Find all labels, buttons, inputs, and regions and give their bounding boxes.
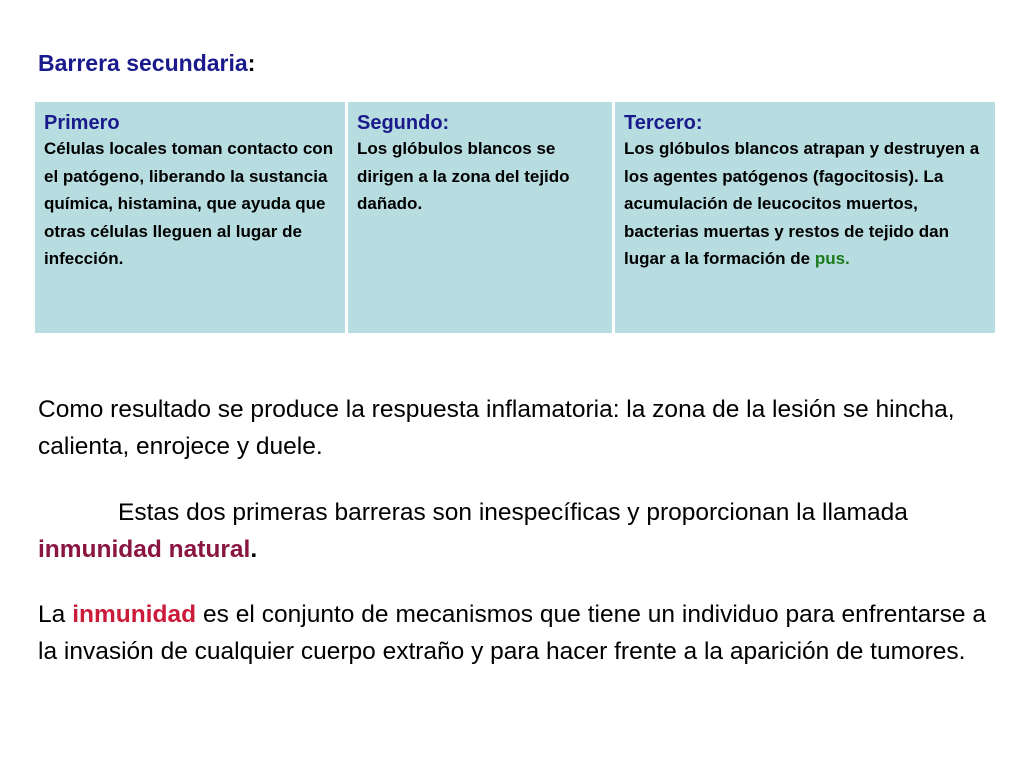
steps-table (32, 102, 998, 333)
step-cell-second (348, 102, 612, 333)
natural-immunity-text: Estas dos primeras barreras son inespecíficas y proporcionan la llamada (118, 499, 908, 526)
slide-title-colon: : (247, 50, 256, 76)
step-second-heading: Segundo: (357, 112, 450, 134)
slide-title-text: Barrera secundaria (38, 50, 248, 76)
step-first-heading: Primero (44, 112, 120, 134)
steps-row (35, 102, 995, 333)
inflammation-paragraph: Como resultado se produce la respuesta inflamatoria: la zona de la lesión se hincha, calienta, enrojece y duele. (38, 396, 955, 460)
immunity-definition-paragraph (38, 596, 986, 670)
slide-title (38, 50, 255, 77)
step-third-heading: Tercero: (624, 112, 703, 134)
natural-immunity-period: . (250, 536, 258, 563)
step-cell-first (35, 102, 345, 333)
natural-immunity-paragraph (38, 494, 986, 568)
step-third-body-text: Los glóbulos blancos atrapan y destruyen a los agentes patógenos (fagocitosis). La acumulación de leucocitos muertos, bacterias muertas y restos de tejido dan lugar a la formación de (624, 139, 980, 268)
pus-highlight: pus. (814, 249, 850, 268)
step-second-body: Los glóbulos blancos se dirigen a la zona del tejido dañado. (357, 139, 570, 213)
immunity-highlight: inmunidad (72, 601, 197, 628)
step-third-body (624, 135, 987, 273)
immunity-definition-text: es el conjunto de mecanismos que tiene un individuo para enfrentarse a la invasión de cualquier cuerpo extraño y para hacer frente a la aparición de tumores. (38, 601, 986, 665)
immunity-definition-start: La (38, 601, 73, 628)
step-cell-third (615, 102, 995, 333)
natural-immunity-highlight: inmunidad natural (38, 536, 251, 563)
step-first-body: Células locales toman contacto con el patógeno, liberando la sustancia química, histamina, que ayuda que otras células lleguen al lugar de infección. (44, 139, 334, 268)
